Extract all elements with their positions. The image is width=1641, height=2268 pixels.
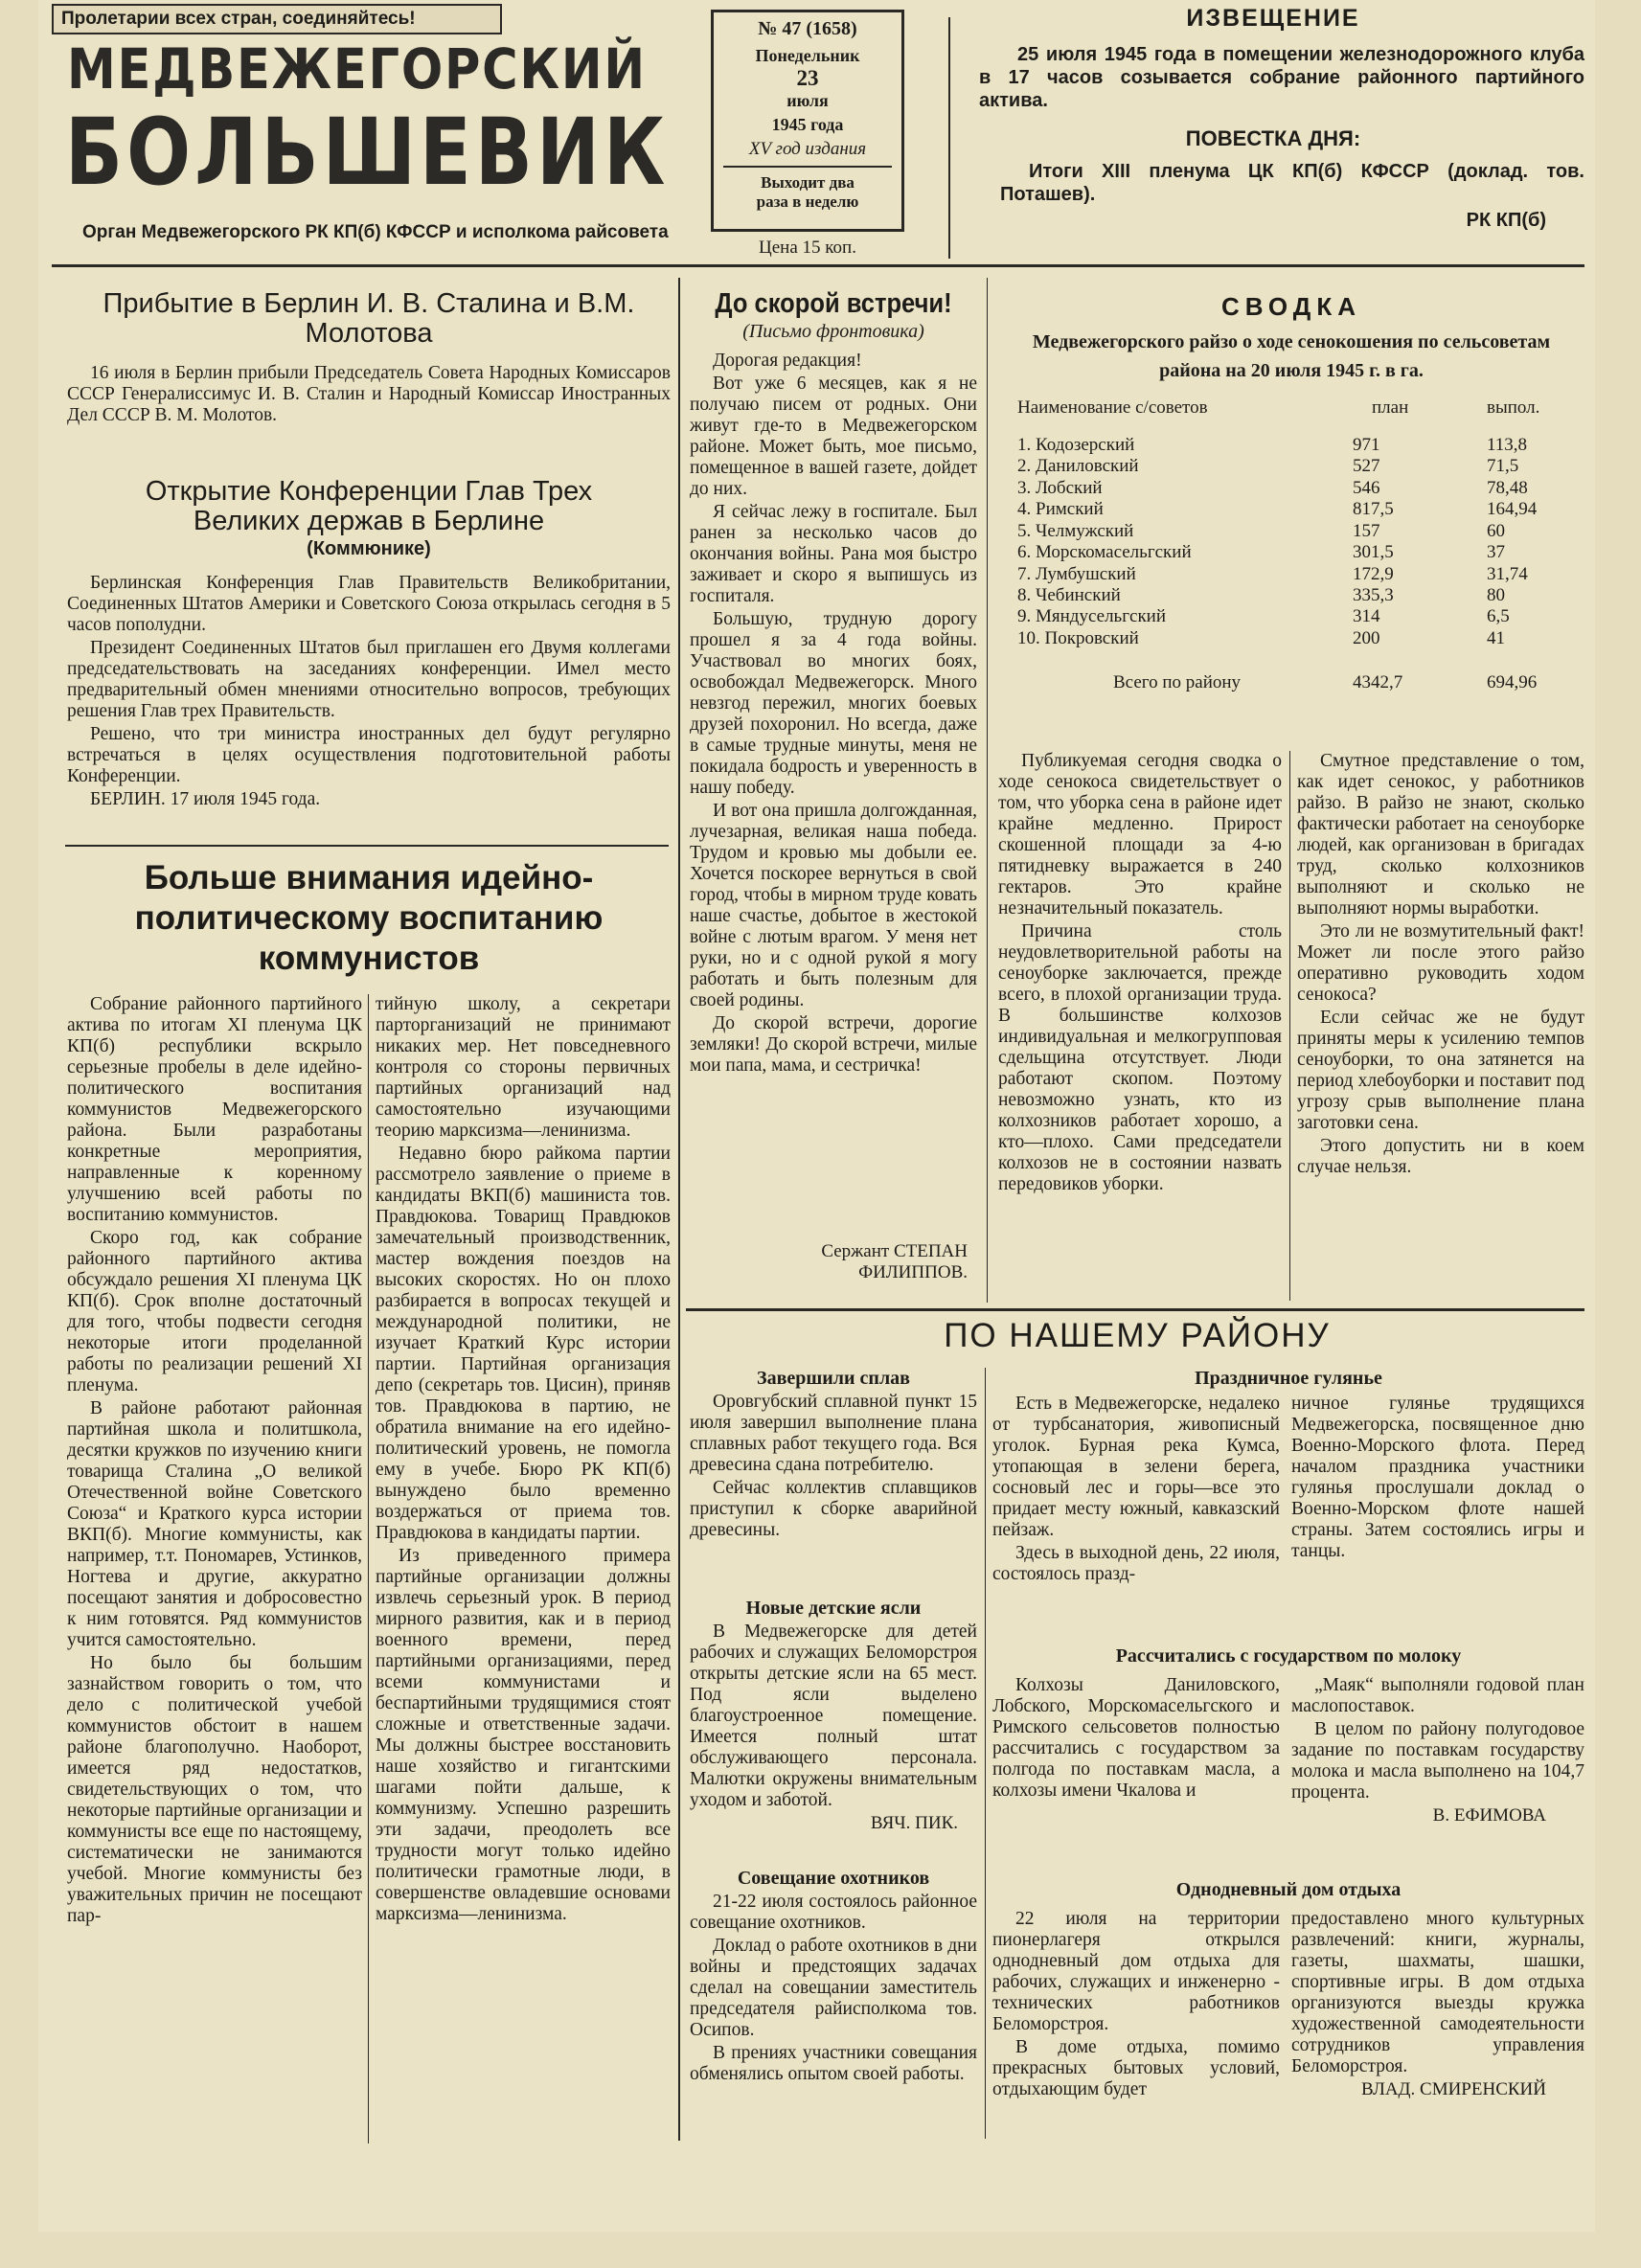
- district-title: ПО НАШЕМУ РАЙОНУ: [944, 1317, 1331, 1354]
- festival-col2: ничное гулянье трудящихся Медвежегорска, посвященное дню Военно-Морского флота. Перед началом праздника участники гулянья прослушали доклад о Военно-Морском флоте нашей страны. Затем состоялись игры и танцы.: [1291, 1394, 1584, 1561]
- milk-col1: Колхозы Даниловского, Лобского, Морскомасельгского и Римского сельсоветов полностью рассчитались с государством за полгода по поставкам масла, а колхозы имени Чкалова и: [992, 1675, 1280, 1801]
- masthead-divider: [948, 17, 950, 259]
- row-plan: 527: [1353, 456, 1380, 477]
- hunters-text: 21-22 июля состоялось районное совещание охотников. Доклад о работе охотников в дни войны и предстоящих задачах сделал на совещании заместитель председателя райисполкома тов. Осипов. В прениях участники совещания обменялись опытом своей работы.: [690, 1892, 977, 2084]
- letter-subtitle: (Письмо фронтовика): [742, 321, 924, 343]
- milk-signature: В. ЕФИМОВА: [1432, 1805, 1546, 1826]
- row-done: 80: [1487, 584, 1505, 605]
- summary-row: [1017, 542, 1584, 563]
- row-done: 71,5: [1487, 456, 1519, 477]
- newspaper-page: [38, 0, 1595, 2232]
- nursery-article: [690, 1598, 977, 1834]
- letter-text: Дорогая редакция! Вот уже 6 месяцев, как я не получаю писем от родных. Они живут где-то в Медвежегорском районе. Может быть, мое письмо, помещенное в вашей газете, дойдет до них. Я сейчас лежу в госпитале. Был ранен за несколько часов до окончания войны. Рана моя быстро заживает и скоро я выпишусь из госпиталя. Большую, трудную дорогу прошел я за 4 года войны. Участвовал во многих боях, освобождал Медвежегорск. Много невзгод пережил, многих боевых друзей похоронил. Но всегда, даже в самые трудные минуты, меня не покидала бодрость и уверенность в нашу победу. И вот она пришла долгожданная, лучезарная, великая наша победа. Трудом и кровью мы добыли ее. Хочется поскорее вернуться в свой город, чтобы в мирном труде ковать наше счастье, добытое в жестокой войне с лютым врагом. У меня нет руки, но и с одной рукой я могу работать и быть полезным для своей родины. До скорой встречи, дорогие земляки! До скорой встречи, милые мои папа, мама, и сестричка!: [690, 351, 977, 1077]
- summary-row: [1017, 435, 1584, 456]
- row-name: 10. Покровский: [1017, 627, 1139, 648]
- notice-agenda-title: ПОВЕСТКА ДНЯ:: [1185, 126, 1361, 150]
- summary-header: [1017, 397, 1584, 420]
- row-name: 9. Мяндусельгский: [1017, 606, 1167, 627]
- letter-article: [690, 289, 977, 1283]
- row-plan: 314: [1353, 606, 1380, 627]
- summary-col1: Публикуемая сегодня сводка о ходе сенокоса свидетельствует о том, что уборка сена в районе идет крайне медленно. Прирост скошенной площади за 4-ю пятидневку выражается в 240 гектаров. Это крайне незначительный показатель. Причина столь неудовлетворительной работы на сеноуборке заключается, прежде всего, в плохой организации труда. В большинстве колхозов индивидуальная и мелкогрупповая сдельщина отсутствует. Люди работают скопом. Поэтому невозможно узнать, кто из колхозников работает хорошо, а кто—плохо. Сами председатели колхозов не в состоянии назвать передовиков уборки.: [998, 751, 1282, 1194]
- newspaper-title-line2: БОЛЬШЕВИК: [65, 99, 670, 206]
- total-done: 694,96: [1487, 672, 1538, 693]
- row-done: 6,5: [1487, 606, 1510, 627]
- summary-row: [1017, 628, 1584, 649]
- row-plan: 546: [1353, 477, 1380, 498]
- milk-col2: „Маяк“ выполняли годовой план маслопоставок. В целом по району полугодовое задание по поставкам государству молока и масла выполнено на 104,7 процента.: [1291, 1675, 1584, 1803]
- row-name: 7. Лумбушский: [1017, 563, 1136, 584]
- row-done: 37: [1487, 542, 1505, 563]
- hunters-article: [690, 1868, 977, 2087]
- editorial-title: Больше внимания идейно-политическому воспитанию коммунистов: [134, 859, 604, 977]
- rest-article: [992, 1879, 1584, 2102]
- col-name-header: Наименование с/советов: [1017, 397, 1208, 419]
- notice-title: ИЗВЕЩЕНИЕ: [1186, 5, 1360, 32]
- total-plan: 4342,7: [1353, 672, 1403, 693]
- column-divider-1: [678, 278, 680, 2141]
- summary-col2: Смутное представление о том, как идет сенокос, у работников райзо. В райзо не знают, сколько фактически работает на сеноуборке людей, как организован в бригадах труд, сколько колхозников выполняют и сколько не выполняют нормы выработки. Это ли не возмутительный факт! Может ли после этого райзо оперативно руководить ходом сенокоса? Если сейчас же не будут приняты меры к усилению темпов сеноуборки, то она затянется на период хлебоуборки и поставит под угрозу срыв выполнение плана заготовки сена. Этого допустить ни в коем случае нельзя.: [1297, 751, 1584, 1177]
- column-divider-2: [987, 278, 988, 1303]
- summary-row: [1017, 456, 1584, 477]
- col-plan-header: план: [1372, 397, 1409, 419]
- nursery-title: Новые детские ясли: [745, 1598, 922, 1619]
- conference-article: [67, 477, 671, 812]
- row-plan: 817,5: [1353, 499, 1394, 520]
- row-done: 60: [1487, 520, 1505, 541]
- row-plan: 200: [1353, 627, 1380, 648]
- row-name: 1. Кодозерский: [1017, 435, 1135, 456]
- total-label: Всего по району: [1113, 672, 1242, 693]
- hunters-title: Совещание охотников: [737, 1868, 930, 1889]
- issue-box: [711, 10, 904, 232]
- summary-row: [1017, 564, 1584, 585]
- summary-subtitle: Медвежегорского райзо о ходе сенокошения по сельсоветам района на 20 июля 1945 г. в га.: [1032, 331, 1551, 382]
- rest-signature: ВЛАД. СМИРЕНСКИЙ: [1361, 2079, 1546, 2099]
- issue-weekday: Понедельник: [755, 46, 860, 65]
- row-plan: 301,5: [1353, 542, 1394, 563]
- arrival-text: 16 июля в Берлин прибыли Председатель Совета Народных Комиссаров СССР Генералиссимус И. В. Сталин и Народный Комиссар Иностранных Дел СССР В. М. Молотов.: [67, 362, 671, 425]
- district-divider: [985, 1368, 986, 2139]
- editorial-col2: тийную школу, а секретари парторганизаций не принимают никаких мер. Нет повседневного контроля со стороны первичных партийных организаций над самостоятельно изучающими теорию марксизма—ленинизма. Недавно бюро райкома партии рассмотрело заявление о приеме в кандидаты ВКП(б) машиниста тов. Правдюкова. Товарищ Правдюков замечательный производственник, мастер вождения поездов на высоких скоростях. Но он плохо разбирается в вопросах текущей и международной политики, не изучает Краткий Курс истории партии. Партийная организация депо (секретарь тов. Цисин), приняв тов. Правдюкова в партию, не обратила внимание на его идейно-политический уровень, не помогла ему в учебе. Бюро РК КП(б) вынуждено было временно воздержаться от приема тов. Правдюкова в кандидаты партии. Из приведенного примера партийные организации должны извлечь серьезный урок. В период мирного развития, как и в период военного времени, перед партийными организациями, перед всеми коммунистами и беспартийными трудящимися стоят сложные и ответственные задачи. Мы должны быстрее восстановить наше хозяйство и гигантскими шагами пойти дальше, к коммунизму. Успешно разрешить эти задачи, преодолеть все трудности могут только идейно политически грамотные люди, в совершенстве овладевшие основами марксизма—ленинизма.: [376, 994, 671, 1924]
- issue-number: № 47 (1658): [758, 18, 857, 39]
- notice: [962, 6, 1584, 232]
- summary-divider: [1289, 751, 1290, 1301]
- row-name: 2. Даниловский: [1017, 456, 1139, 477]
- price: Цена 15 коп.: [759, 238, 856, 258]
- row-name: 4. Римский: [1017, 499, 1104, 520]
- rest-col2: предоставлено много культурных развлечений: книги, журналы, газеты, шахматы, шашки, спортивные игры. В дом отдыха организуются выезды кружка художественной самодеятельности сотрудников управления Беломорстроя.: [1291, 1909, 1584, 2076]
- milk-article: [992, 1645, 1584, 1826]
- summary-row: [1017, 499, 1584, 520]
- nursery-text: В Медвежегорске для детей рабочих и служащих Беломорстроя открыты детские ясли на 65 мест. Под ясли выделено благоустроенное помещение. Имеется полный штат обслуживающего персонала. Малютки окружены внимательным уходом и заботой.: [690, 1622, 977, 1810]
- conference-text: Берлинская Конференция Глав Правительств Великобритании, Соединенных Штатов Америки и Советского Союза открылась сегодня в 5 часов пополудни. Президент Соединенных Штатов был приглашен его Двумя коллегами председательствовать на заседаниях конференции. Имел место предварительный обмен мнениями относительно вопросов, требующих решения Глав трех Правительств. Решено, что три министра иностранных дел будут регулярно встречаться в целях осуществления подготовительной работы Конференции. БЕРЛИН. 17 июля 1945 года.: [67, 573, 671, 810]
- arrival-title: Прибытие в Берлин И. В. Сталина и В.М. Молотова: [103, 288, 635, 350]
- issue-frequency: Выходит два раза в неделю: [756, 173, 859, 211]
- nursery-signature: ВЯЧ. ПИК.: [870, 1813, 958, 1833]
- row-plan: 335,3: [1353, 584, 1394, 605]
- row-plan: 172,9: [1353, 563, 1394, 584]
- rest-col1: 22 июля на территории пионерлагеря открылся однодневный дом отдыха для рабочих, служащих и инженерно - технических работников Беломорстроя. В доме отдыха, помимо прекрасных бытовых условий, отдыхающим будет: [992, 1909, 1280, 2099]
- letter-signature: Сержант СТЕПАН ФИЛИППОВ.: [821, 1241, 968, 1283]
- district-rule: [686, 1308, 1584, 1311]
- row-done: 113,8: [1487, 435, 1528, 456]
- row-done: 41: [1487, 627, 1505, 648]
- conference-title: Открытие Конференции Глав Трех Великих держав в Берлине: [145, 476, 593, 537]
- row-plan: 971: [1353, 435, 1380, 456]
- summary-title: СВОДКА: [1221, 292, 1361, 321]
- summary-row: [1017, 585, 1584, 606]
- row-plan: 157: [1353, 520, 1380, 541]
- summary-row: [1017, 521, 1584, 542]
- masthead-rule: [52, 264, 1584, 267]
- notice-agenda-text: Итоги XIII пленума ЦК КП(б) КФССР (доклад. тов. Поташев).: [1000, 160, 1584, 205]
- rest-title: Однодневный дом отдыха: [1175, 1879, 1402, 1900]
- issue-month: июля: [786, 91, 829, 110]
- festival-article: [992, 1368, 1584, 1587]
- left-rule: [65, 845, 669, 847]
- newspaper-title-line1: МЕДВЕЖЕГОРСКИЙ: [67, 36, 647, 102]
- raft-text: Оровгубский сплавной пункт 15 июля завершил выполнение плана сплавных работ текущего года. Вся древесина сдана потребителю. Сейчас коллектив сплавщиков приступил к сборке аварийной древесины.: [690, 1392, 977, 1540]
- summary-row: [1017, 478, 1584, 499]
- festival-title: Праздничное гулянье: [1195, 1368, 1382, 1389]
- summary-table: [1017, 397, 1584, 693]
- summary-rows: [1017, 435, 1584, 649]
- editorial-col1: Собрание районного партийного актива по итогам XI пленума ЦК КП(б) республики вскрыло серьезные пробелы в деле идейно-политического воспитания коммунистов Медвежегорского района. Были разработаны конкретные мероприятия, направленные к коренному улучшению всей работы по воспитанию коммунистов. Скоро год, как собрание районного партийного актива обсуждало решения XI пленума ЦК КП(б). Срок вполне достаточный для того, чтобы подвести сегодня некоторые итоги проделанной работы по реализации решений XI пленума. В районе работают районная партийная школа и политшкола, десятки кружков по изучению книги товарища Сталина „О великой Отечественной войне Советского Союза“ и Краткого курса истории ВКП(б). Многие коммунисты, как например, т.т. Пономарев, Устинков, Ногтева и другие, аккуратно посещают занятия и добросовестно к ним готовятся. Ряд коммунистов учится самостоятельно. Но было бы большим зазнайством говорить о том, что дело с политической учебой коммунистов обстоит в нашем районе благополучно. Наоборот, имеется ряд недостатков, свидетельствующих о том, что некоторые партийные организации и коммунисты все еще по настоящему, систематически не занимаются учебой. Многие коммунисты без уважительных причин не посещают пар-: [67, 994, 362, 1926]
- arrival-article: [67, 289, 671, 428]
- notice-signature: РК КП(б): [1466, 209, 1546, 231]
- issue-day: 23: [796, 66, 819, 90]
- issue-edition: XV год издания: [748, 139, 867, 159]
- row-done: 31,74: [1487, 563, 1528, 584]
- row-done: 164,94: [1487, 499, 1538, 520]
- row-name: 8. Чебинский: [1017, 584, 1121, 605]
- row-done: 78,48: [1487, 477, 1528, 498]
- raft-title: Завершили сплав: [757, 1368, 910, 1389]
- summary: [998, 293, 1584, 694]
- summary-row: [1017, 606, 1584, 627]
- notice-text: 25 июля 1945 года в помещении железнодорожного клуба в 17 часов созывается собрание районного партийного актива.: [979, 44, 1584, 111]
- summary-total: [1017, 672, 1584, 693]
- conference-subtitle: (Коммюнике): [307, 537, 431, 559]
- row-name: 3. Лобский: [1017, 477, 1103, 498]
- issue-year: 1945 года: [771, 115, 844, 134]
- editorial-divider: [368, 994, 369, 2143]
- milk-title: Рассчитались с государством по молоку: [1115, 1645, 1462, 1667]
- col-done-header: выпол.: [1487, 397, 1540, 419]
- slogan: Пролетарии всех стран, соединяйтесь!: [52, 4, 502, 34]
- row-name: 6. Морскомасельгский: [1017, 542, 1192, 563]
- row-name: 5. Челмужский: [1017, 520, 1134, 541]
- festival-col1: Есть в Медвежегорске, недалеко от турбсанатория, живописный уголок. Бурная река Кумса, утопающая в зелени берега, сосновый лес и горы—все это придает месту южный, кавказский пейзаж. Здесь в выходной день, 22 июля, состоялось празд-: [992, 1394, 1280, 1584]
- newspaper-subtitle: Орган Медвежегорского РК КП(б) КФССР и исполкома райсовета: [82, 222, 669, 242]
- raft-article: [690, 1368, 977, 1543]
- letter-title: До скорой встречи!: [715, 288, 952, 319]
